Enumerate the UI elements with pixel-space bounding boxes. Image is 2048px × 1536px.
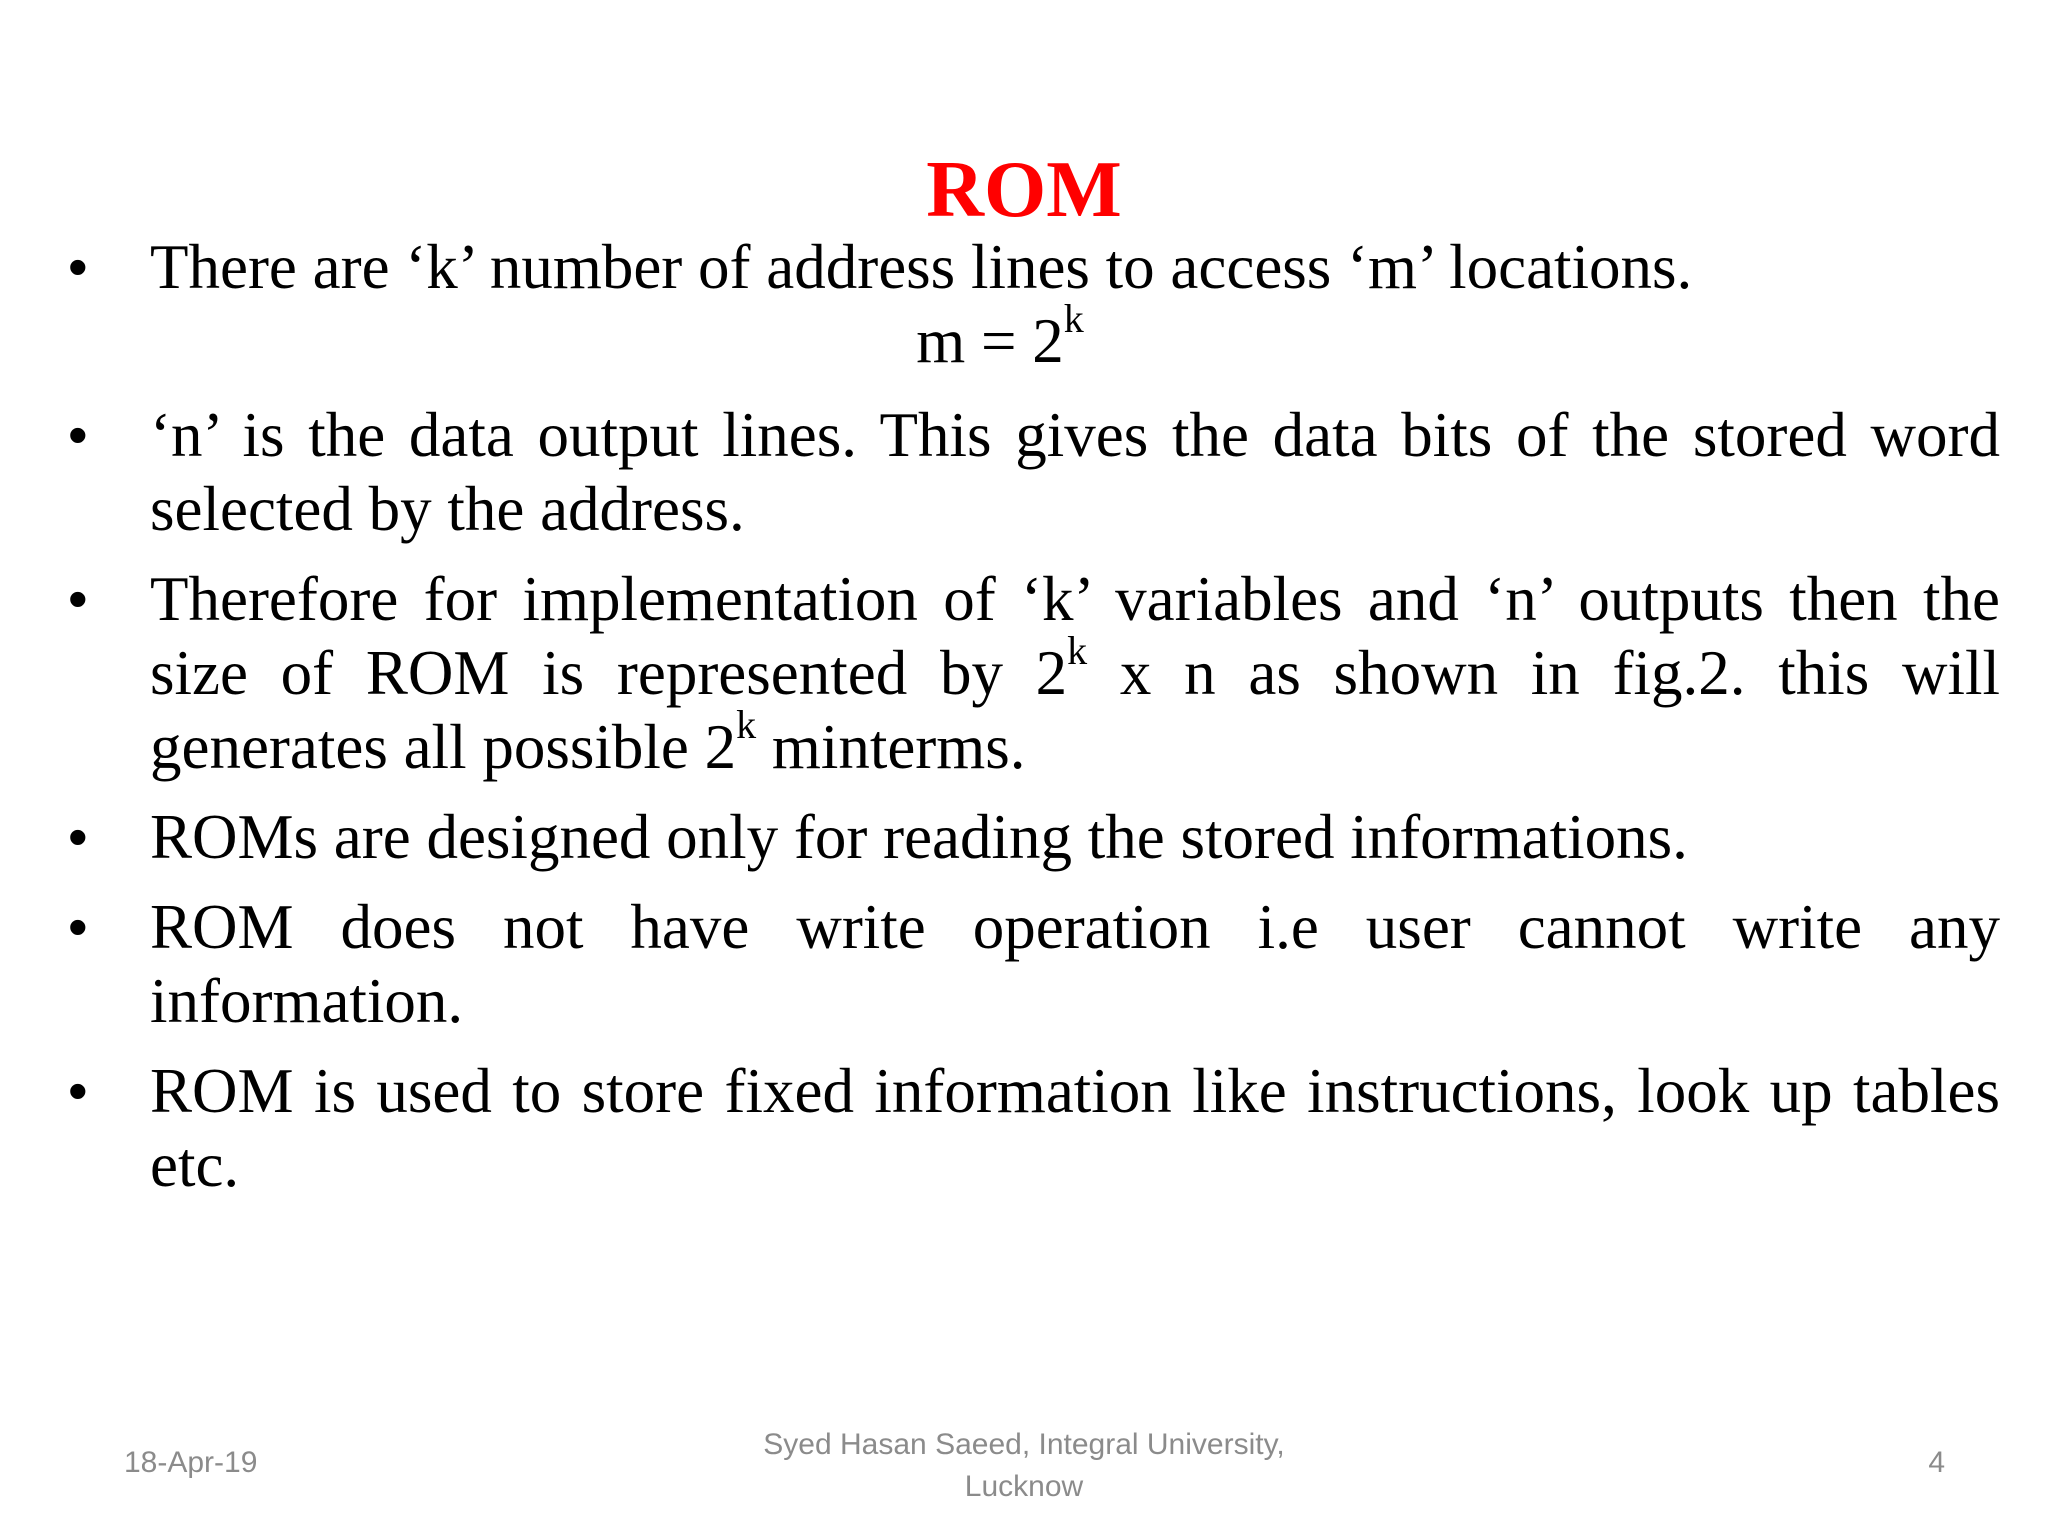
bullet-item-5 — [68, 890, 2000, 1038]
bullet-text: ROM does not have write operation i.e user cannot write any information. — [150, 892, 2000, 1036]
bullet-item-3 — [68, 562, 2000, 784]
footer-page-number: 4 — [1928, 1446, 1945, 1479]
bullet-text-part-b: x n as shown in fig.2. this will generates all possible 2 — [150, 638, 2000, 782]
bullet-text: ROMs are designed only for reading the stored informations. — [150, 802, 1688, 872]
bullet-dot: • — [68, 895, 88, 958]
bullet-dot: • — [68, 1059, 88, 1122]
footer-author-line-1: Syed Hasan Saeed, Integral University, — [763, 1428, 1285, 1461]
superscript-b: k — [736, 702, 757, 747]
bullet-item-6 — [68, 1054, 2000, 1202]
formula — [0, 296, 2000, 382]
bullet-dot: • — [68, 403, 88, 466]
bullet-item-4 — [68, 800, 2000, 874]
bullet-item-2 — [68, 398, 2000, 546]
bullet-item-1 — [68, 230, 2000, 382]
formula-base: m = 2 — [916, 306, 1064, 376]
bullet-text: ‘n’ is the data output lines. This gives the data bits of the stored word selected by the address. — [150, 400, 2000, 544]
bullet-dot: • — [68, 567, 88, 630]
bullet-text: There are ‘k’ number of address lines to access ‘m’ locations. — [150, 232, 1693, 302]
bullet-dot: • — [68, 805, 88, 868]
bullet-dot: • — [68, 235, 88, 298]
bullet-text: ROM is used to store fixed information like instructions, look up tables etc. — [150, 1056, 2000, 1200]
superscript-a: k — [1067, 628, 1088, 673]
footer-date: 18-Apr-19 — [124, 1446, 258, 1479]
bullet-text-part-a: Therefore for implementation of ‘k’ variables and ‘n’ outputs then the size of ROM is represented by 2 — [150, 564, 2000, 708]
footer-author — [0, 1424, 2048, 1508]
slide-title: ROM — [926, 145, 1122, 234]
bullet-list — [68, 230, 2000, 1218]
bullet-text-part-c: minterms. — [756, 712, 1026, 782]
footer-author-line-2: Lucknow — [964, 1470, 1084, 1503]
formula-exponent: k — [1063, 296, 1084, 341]
